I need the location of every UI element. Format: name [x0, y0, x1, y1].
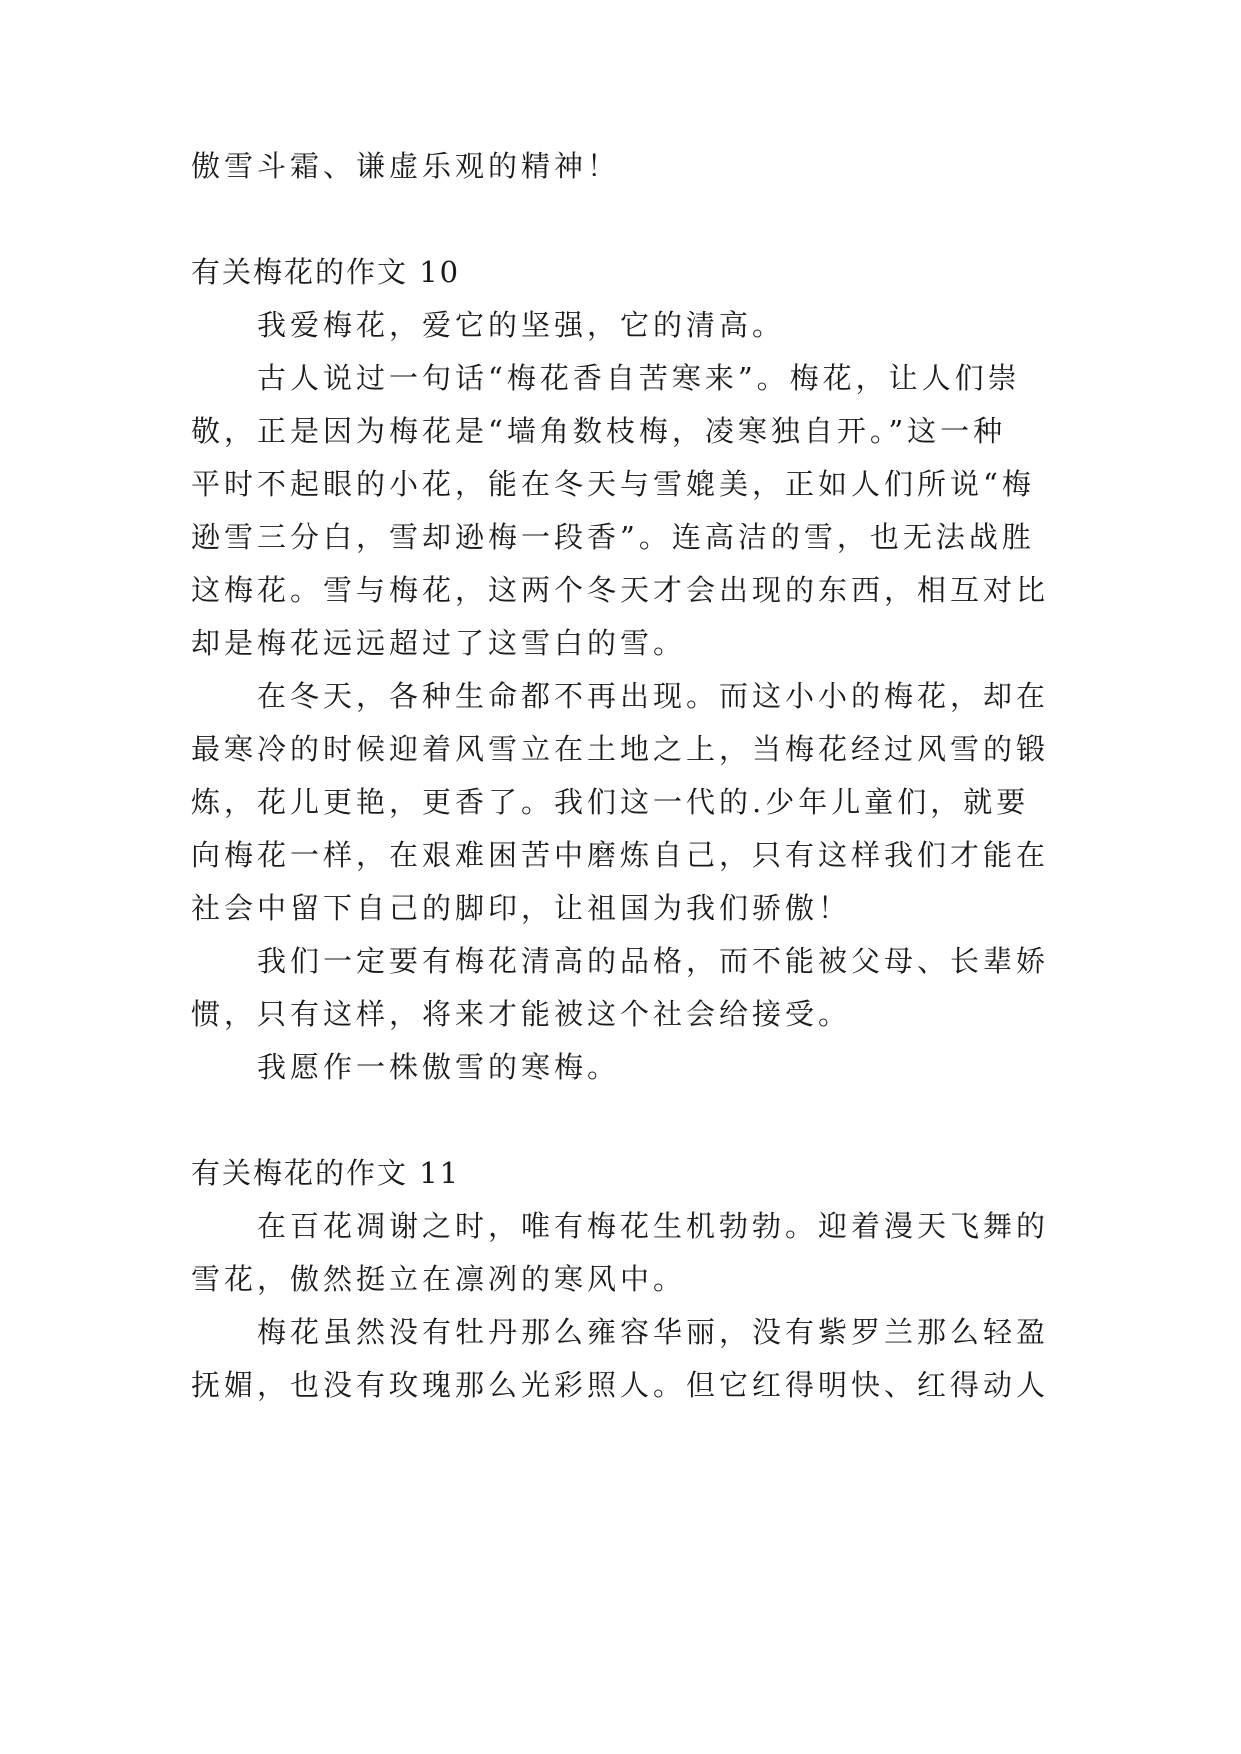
paragraph-line: 我愿作一株傲雪的寒梅。	[257, 1050, 621, 1084]
paragraph-line: 在冬天，各种生命都不再出现。而这小小的梅花，却在	[257, 679, 1050, 713]
paragraph-line: 梅花虽然没有牡丹那么雍容华丽，没有紫罗兰那么轻盈	[257, 1315, 1050, 1349]
paragraph-line: 却是梅花远远超过了这雪白的雪。	[191, 626, 687, 660]
paragraph-line: 平时不起眼的小花，能在冬天与雪媲美，正如人们所说“梅	[191, 467, 1035, 501]
paragraph-line: 我爱梅花，爱它的坚强，它的清高。	[257, 308, 786, 342]
paragraph-line: 抚媚，也没有玫瑰那么光彩照人。但它红得明快、红得动人	[191, 1368, 1050, 1402]
paragraph-line: 炼，花儿更艳，更香了。我们这一代的.少年儿童们，就要	[191, 785, 1030, 819]
paragraph-line: 向梅花一样，在艰难困苦中磨炼自己，只有这样我们才能在	[191, 838, 1050, 872]
paragraph-line: 傲雪斗霜、谦虚乐观的精神！	[191, 149, 621, 183]
paragraph-line: 我们一定要有梅花清高的品格，而不能被父母、长辈娇	[257, 944, 1050, 978]
paragraph-line: 惯，只有这样，将来才能被这个社会给接受。	[191, 997, 852, 1031]
paragraph-line: 在百花凋谢之时，唯有梅花生机勃勃。迎着漫天飞舞的	[257, 1209, 1050, 1243]
section-heading-11: 有关梅花的作文 11	[191, 1156, 461, 1190]
paragraph-line: 这梅花。雪与梅花，这两个冬天才会出现的东西，相互对比	[191, 573, 1050, 607]
paragraph-line: 敬，正是因为梅花是“墙角数枝梅，凌寒独自开。”这一种	[191, 414, 1007, 448]
paragraph-line: 古人说过一句话“梅花香自苦寒来”。梅花，让人们崇	[257, 361, 1021, 395]
paragraph-line: 最寒冷的时候迎着风雪立在土地之上，当梅花经过风雪的锻	[191, 732, 1050, 766]
paragraph-line: 社会中留下自己的脚印，让祖国为我们骄傲！	[191, 891, 852, 925]
section-heading-10: 有关梅花的作文 10	[191, 255, 461, 289]
paragraph-line: 逊雪三分白，雪却逊梅一段香”。连高洁的雪，也无法战胜	[191, 520, 1035, 554]
paragraph-line: 雪花，傲然挺立在凛冽的寒风中。	[191, 1262, 687, 1296]
